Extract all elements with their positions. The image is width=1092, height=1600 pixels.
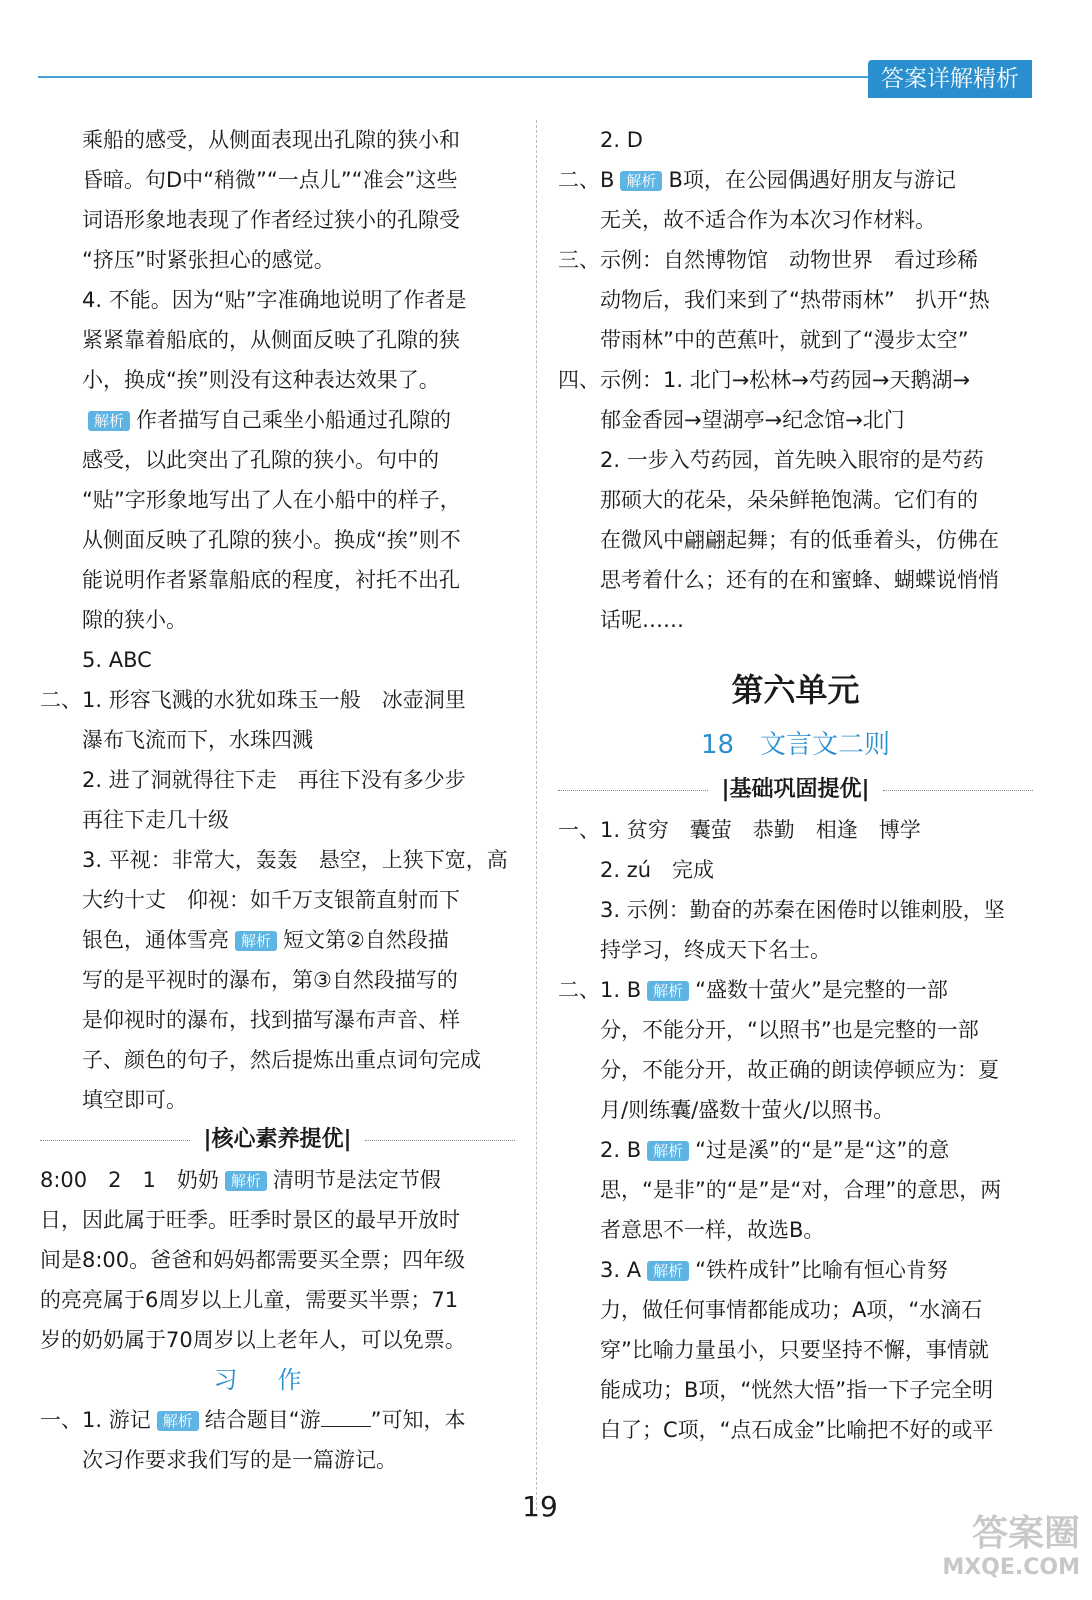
- analysis-line: 分，不能分开，故正确的朗读停顿应为：夏: [600, 1058, 999, 1082]
- analysis-line: 次习作要求我们写的是一篇游记。: [82, 1448, 397, 1472]
- answer-line: 四、示例：1. 北门→松林→芍药园→天鹅湖→: [558, 368, 971, 392]
- answer-line: 话呢……: [600, 608, 684, 632]
- analysis-text: B项，在公园偶遇好朋友与游记: [668, 168, 956, 192]
- answer-line: 郁金香园→望湖亭→纪念馆→北门: [600, 408, 905, 432]
- answer-line: 3. 平视：非常大，轰轰 悬空，上狭下宽，高: [82, 848, 508, 872]
- analysis-line: 间是8:00。爸爸和妈妈都需要买全票；四年级: [40, 1248, 466, 1272]
- answer-line: 动物后，我们来到了“热带雨林” 扒开“热: [600, 288, 990, 312]
- answer-line: [558, 1250, 1033, 1290]
- answer-line: 持学习，终成天下名士。: [600, 938, 831, 962]
- analysis-line: 是仰视时的瀑布，找到描写瀑布声音、样: [82, 1008, 460, 1032]
- answer-text: 二、B: [558, 168, 615, 192]
- analysis-line: 日，因此属于旺季。旺季时景区的最早开放时: [40, 1208, 460, 1232]
- answer-line: 2. 进了洞就得往下走 再往下没有多少步: [82, 768, 466, 792]
- answer-line: [40, 1400, 515, 1440]
- analysis-text: 清明节是法定节假: [272, 1168, 441, 1192]
- analysis-line: 能说明作者紧靠船底的程度，衬托不出孔: [82, 568, 460, 592]
- text-line: 词语形象地表现了作者经过狭小的孔隙受: [82, 208, 460, 232]
- analysis-line: 填空即可。: [82, 1088, 187, 1112]
- analysis-line: [40, 400, 515, 440]
- answer-line: 三、示例：自然博物馆 动物世界 看过珍稀: [558, 248, 978, 272]
- analysis-line: 月/则练囊/盛数十萤火/以照书。: [600, 1098, 895, 1122]
- analysis-text: “盛数十萤火”是完整的一部: [695, 978, 948, 1002]
- watermark-logo: 答案圈: [971, 1513, 1080, 1554]
- analysis-tag: 解析: [225, 1171, 267, 1191]
- analysis-line: 白了；C项，“点石成金”比喻把不好的或平: [600, 1418, 994, 1442]
- header-rule: [38, 76, 868, 78]
- answer-line: [558, 970, 1033, 1010]
- analysis-line: 无关，故不适合作为本次习作材料。: [600, 208, 936, 232]
- analysis-line: 写的是平视时的瀑布，第③自然段描写的: [82, 968, 458, 992]
- analysis-line: 力，做任何事情都能成功；A项，“水滴石: [600, 1298, 983, 1322]
- answer-line: 紧紧靠着船底的，从侧面反映了孔隙的狭: [82, 328, 460, 352]
- answer-line: 小，换成“挨”则没有这种表达效果了。: [82, 368, 440, 392]
- answer-text: 3. A: [600, 1258, 642, 1282]
- analysis-line: 能成功；B项，“恍然大悟”指一下子完全明: [600, 1378, 994, 1402]
- analysis-tag: 解析: [620, 171, 662, 191]
- right-column: [558, 120, 1033, 1450]
- analysis-line: 思，“是非”的“是”是“对，合理”的意思，两: [600, 1178, 1002, 1202]
- analysis-line: 隙的狭小。: [82, 608, 187, 632]
- analysis-line: 者意思不一样，故选B。: [600, 1218, 825, 1242]
- answer-text: 一、1. 游记: [40, 1408, 151, 1432]
- answer-text: 银色，通体雪亮: [82, 928, 229, 952]
- analysis-line: 的亮亮属于6周岁以上儿童，需要买半票；71: [40, 1288, 459, 1312]
- analysis-line: 分，不能分开，“以照书”也是完整的一部: [600, 1018, 979, 1042]
- fill-blank: [321, 1406, 371, 1427]
- answer-line: 3. 示例：勤奋的苏秦在困倦时以锥刺股，坚: [600, 898, 1005, 922]
- answer-line: 思考着什么；还有的在和蜜蜂、蝴蝶说悄悄: [600, 568, 999, 592]
- lesson-title: 18 文言文二则: [700, 730, 891, 760]
- text-line: “挤压”时紧张担心的感觉。: [82, 248, 335, 272]
- left-column: [40, 120, 515, 1480]
- unit-title: 第六单元: [731, 671, 860, 709]
- answer-line: 2. D: [600, 128, 643, 152]
- answer-line: [558, 160, 1033, 200]
- section-heading-basic: |基础巩固提优|: [558, 770, 1033, 810]
- answer-text: 二、1. B: [558, 978, 642, 1002]
- answer-line: 2. 一步入芍药园，首先映入眼帘的是芍药: [600, 448, 984, 472]
- text-line: 乘船的感受，从侧面表现出孔隙的狭小和: [82, 128, 460, 152]
- section-heading-writing: 习作: [213, 1366, 342, 1394]
- answer-line: 一、1. 贫穷 囊萤 恭勤 相逢 博学: [558, 818, 921, 842]
- analysis-line: 感受，以此突出了孔隙的狭小。句中的: [82, 448, 439, 472]
- answer-line: [40, 1160, 515, 1200]
- analysis-line: 子、颜色的句子，然后提炼出重点词句完成: [82, 1048, 481, 1072]
- answer-line: 带雨林”中的芭蕉叶，就到了“漫步太空”: [600, 328, 969, 352]
- watermark-url: MXQE.COM: [942, 1555, 1080, 1580]
- answer-line: 4. 不能。因为“贴”字准确地说明了作者是: [82, 288, 467, 312]
- analysis-tag: 解析: [647, 981, 689, 1001]
- answer-line: [40, 920, 515, 960]
- text-line: 昏暗。句D中“稍微”“一点儿”“准会”这些: [82, 168, 458, 192]
- analysis-tag: 解析: [157, 1411, 199, 1431]
- header-tab: 答案详解精析: [868, 60, 1032, 98]
- analysis-tag: 解析: [647, 1261, 689, 1281]
- answer-line: 2. zú 完成: [600, 858, 715, 882]
- answer-text: 2. B: [600, 1138, 642, 1162]
- analysis-text: “铁杵成针”比喻有恒心肯努: [695, 1258, 948, 1282]
- analysis-text: 短文第②自然段描: [283, 928, 449, 952]
- analysis-tag: 解析: [647, 1141, 689, 1161]
- analysis-tag: 解析: [235, 931, 277, 951]
- answer-line: 5. ABC: [82, 648, 152, 672]
- analysis-line: 岁的奶奶属于70周岁以上老年人，可以免票。: [40, 1328, 466, 1352]
- analysis-line: 从侧面反映了孔隙的狭小。换成“挨”则不: [82, 528, 461, 552]
- analysis-line: “贴”字形象地写出了人在小船中的样子，: [82, 488, 461, 512]
- analysis-text: ”可知，本: [370, 1408, 466, 1432]
- analysis-text: 结合题目“游: [204, 1408, 321, 1432]
- answer-line: 瀑布飞流而下，水珠四溅: [82, 728, 313, 752]
- answer-line: 二、1. 形容飞溅的水犹如珠玉一般 冰壶洞里: [40, 688, 466, 712]
- column-divider: [536, 120, 537, 1510]
- answer-line: [558, 1130, 1033, 1170]
- answer-line: 在微风中翩翩起舞；有的低垂着头，仿佛在: [600, 528, 999, 552]
- answer-text: 8:00 2 1 奶奶: [40, 1168, 219, 1192]
- section-heading-core: |核心素养提优|: [40, 1120, 515, 1160]
- analysis-text: “过是溪”的“是”是“这”的意: [695, 1138, 950, 1162]
- page-number: 19: [522, 1490, 558, 1523]
- analysis-line: 穿”比喻力量虽小，只要坚持不懈，事情就: [600, 1338, 989, 1362]
- analysis-text: 作者描写自己乘坐小船通过孔隙的: [136, 408, 452, 432]
- answer-line: 那硕大的花朵，朵朵鲜艳饱满。它们有的: [600, 488, 978, 512]
- analysis-tag: 解析: [88, 411, 130, 431]
- answer-line: 大约十丈 仰视：如千万支银箭直射而下: [82, 888, 460, 912]
- answer-line: 再往下走几十级: [82, 808, 229, 832]
